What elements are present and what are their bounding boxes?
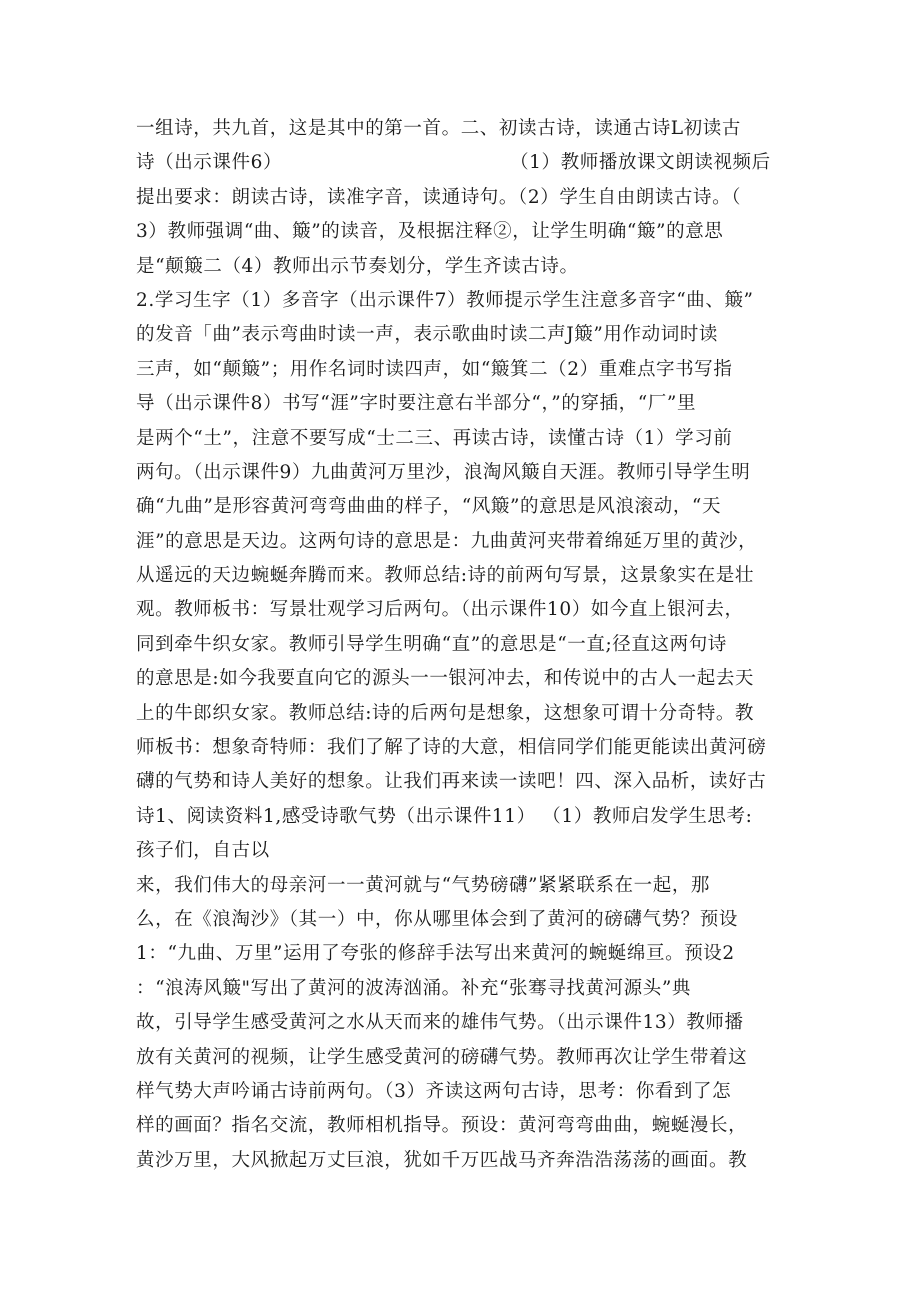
text-line: 一组诗，共九首，这是其中的第一首。二、初读古诗，读通古诗L初读古 [136, 118, 741, 139]
text-line: 三声，如“颠簸”；用作名词时读四声，如“簸箕二（2）重难点字书写指 [136, 358, 733, 380]
text-line: 的意思是:如今我要直向它的源头一一银河冲去，和传说中的古人一起去天 [136, 668, 755, 690]
text-line: 提出要求：朗读古诗，读准字音，读通诗句。（2）学生自由朗读古诗。（ [136, 186, 742, 208]
text-line: 诗1、阅读资料1,感受诗歌气势（出示课件11） （1）教师启发学生思考: [136, 805, 753, 827]
text-line: 2.学习生字（1）多音字（出示课件7）教师提示学生注意多音字“曲、簸” [136, 289, 754, 311]
text-line: 同到牵牛织女家。教师引导学生明确“直”的意思是“一直;径直这两句诗 [136, 633, 727, 655]
text-line: ：“浪涛风簸"写出了黄河的波涛汹涌。补充“张骞寻找黄河源头”典 [136, 977, 691, 999]
text-line: 导（出示课件8）书写“涯”字时要注意右半部分“，”的穿插，“厂”里 [136, 393, 697, 415]
text-line: 观。教师板书：写景壮观学习后两句。（出示课件10）如今直上银河去， [136, 599, 744, 621]
text-segment: 诗（出示课件6） [136, 152, 283, 174]
text-line: 确“九曲”是形容黄河弯弯曲曲的样子，“风簸”的意思是风浪滚动，“天 [136, 496, 722, 518]
text-line: 师板书：想象奇特师：我们了解了诗的大意，相信同学们能更能读出黄河磅 [136, 737, 767, 759]
text-line: 是“颠簸二（4）教师出示节奏划分，学生齐读古诗。 [136, 255, 579, 277]
text-line: 故，引导学生感受黄河之水从天而来的雄伟气势。（出示课件13）教师播 [136, 1012, 744, 1034]
body-text [136, 112, 796, 1178]
text-line [136, 146, 796, 180]
text-line: 的发音「曲”表示弯曲时读一声，表示歌曲时读二声J簸”用作动词时读 [136, 324, 719, 346]
text-line: 两句。（出示课件9）九曲黄河万里沙，浪淘风簸自天涯。教师引导学生明 [136, 461, 751, 483]
text-line: 来，我们伟大的母亲河一一黄河就与“气势磅礴”紧紧联系在一起，那 [136, 874, 711, 896]
text-line: 上的牛郎织女家。教师总结:诗的后两句是想象，这想象可谓十分奇特。教 [136, 702, 755, 724]
text-line: 从遥远的天边蜿蜒奔腾而来。教师总结:诗的前两句写景，这景象实在是壮 [136, 565, 755, 587]
text-line: 是两个“土”，注意不要写成“士二三、再读古诗，读懂古诗（1）学习前 [136, 427, 733, 449]
text-line: 孩子们，自古以 [136, 840, 270, 862]
text-line: 样气势大声吟诵古诗前两句。（3）齐读这两句古诗，思考：你看到了怎 [136, 1080, 732, 1102]
text-line: 3）教师强调“曲、簸”的读音，及根据注释②，让学生明确“簸”的意思 [136, 221, 724, 243]
text-line: 么，在《浪淘沙》（其一）中，你从哪里体会到了黄河的磅礴气势？预设 [136, 908, 738, 930]
text-line: 1：“九曲、万里”运用了夸张的修辞手法写出来黄河的蜿蜒绵亘。预设2 [136, 943, 735, 965]
text-line: 黄沙万里，大风掀起万丈巨浪，犹如千万匹战马齐奔浩浩荡荡的画面。教 [136, 1149, 748, 1171]
text-line: 礴的气势和诗人美好的想象。让我们再来读一读吧！四、深入品析，读好古 [136, 771, 767, 793]
text-segment: （1）教师播放课文朗读视频后 [510, 152, 771, 174]
text-line: 涯”的意思是天边。这两句诗的意思是：九曲黄河夹带着绵延万里的黄沙， [136, 530, 758, 552]
text-line: 放有关黄河的视频，让学生感受黄河的磅礴气势。教师再次让学生带着这 [136, 1046, 748, 1068]
text-line: 样的画面？指名交流，教师相机指导。预设：黄河弯弯曲曲，蜿蜒漫长， [136, 1115, 748, 1137]
